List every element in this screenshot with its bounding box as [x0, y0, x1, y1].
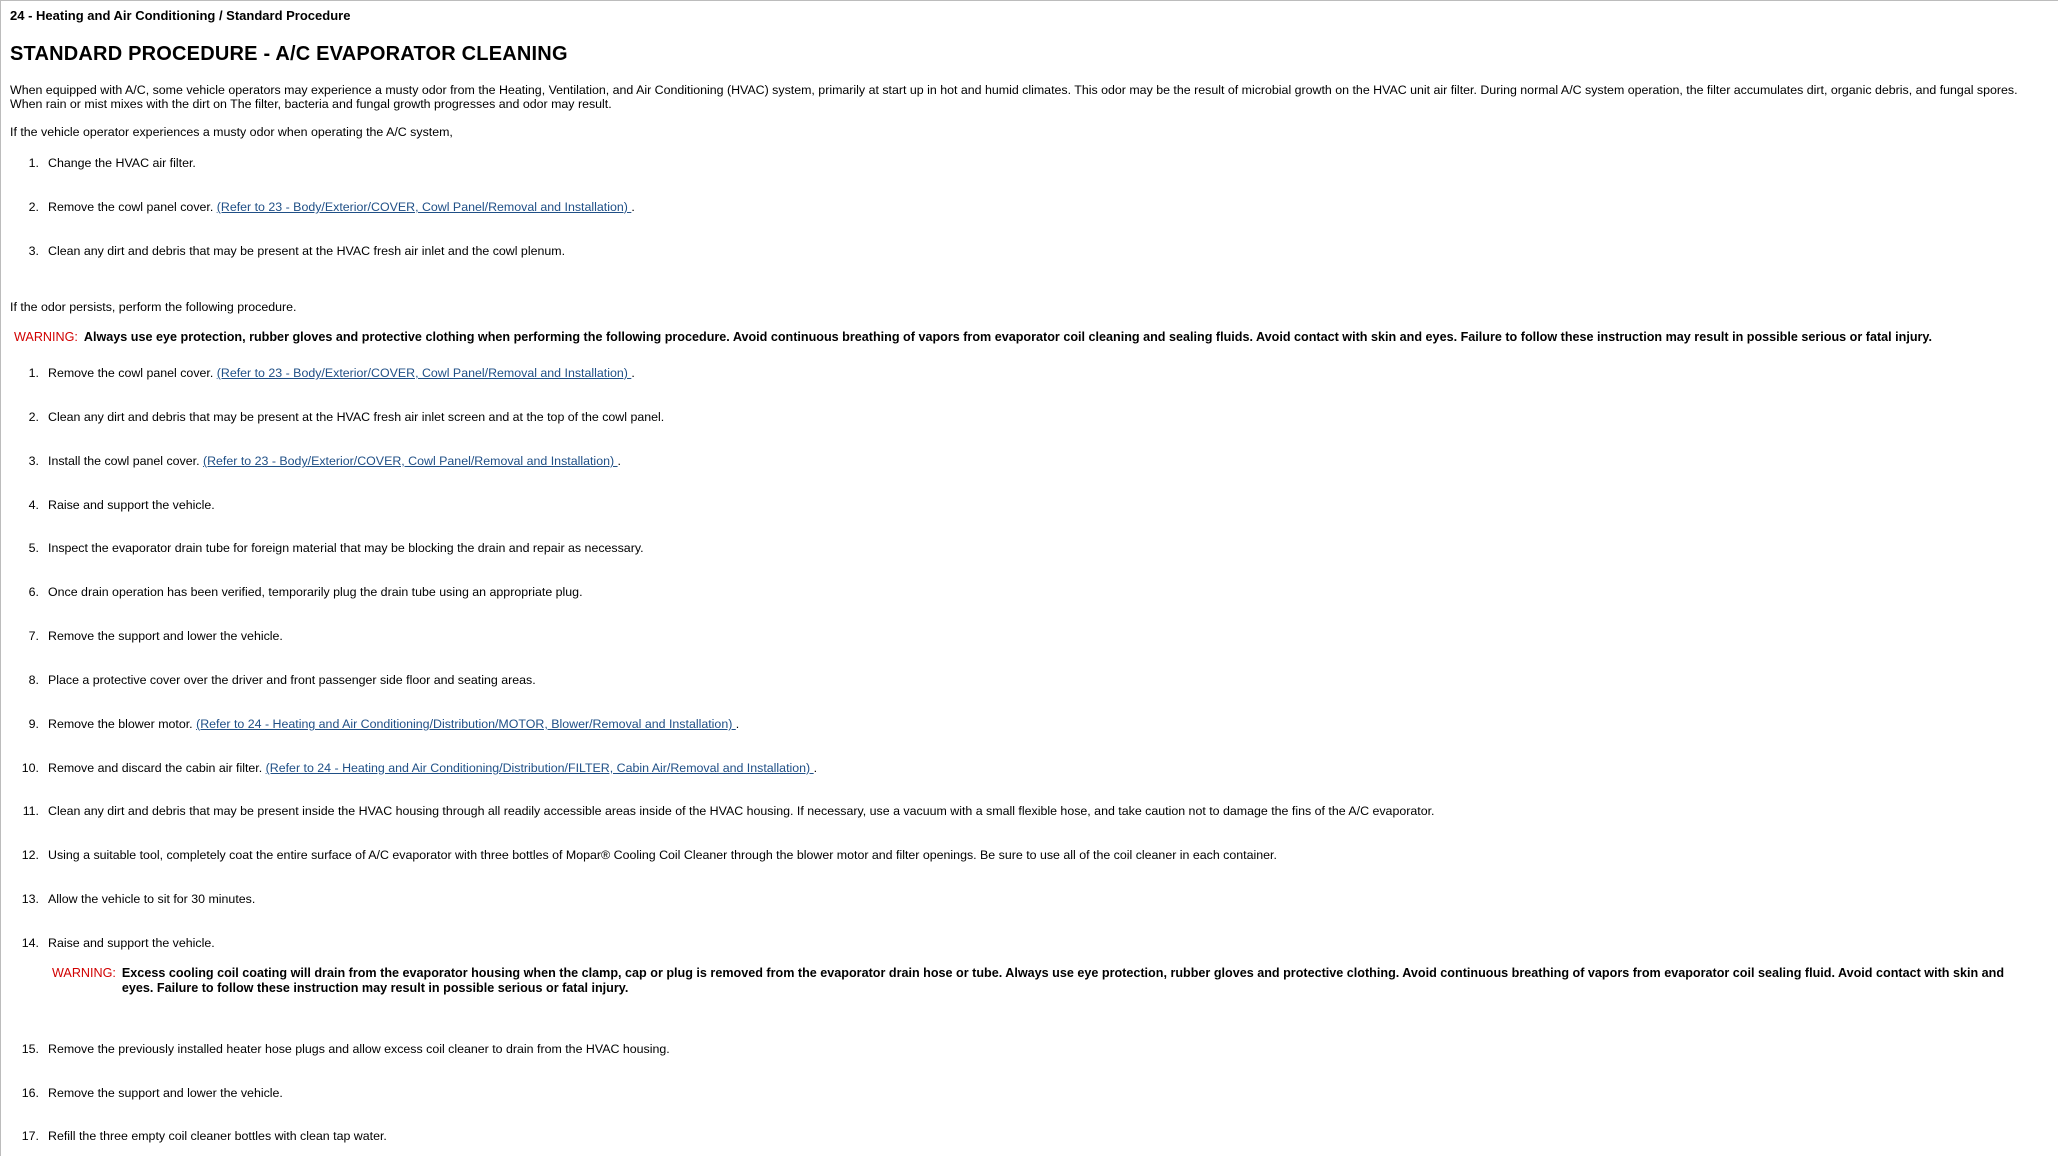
step-text: Place a protective cover over the driver and front passenger side floor and seating areas.: [48, 673, 536, 687]
step-text: Once drain operation has been verified, temporarily plug the drain tube using an appropriate plug.: [48, 585, 583, 599]
step-text: Install the cowl panel cover.: [48, 454, 203, 468]
step-text: Inspect the evaporator drain tube for foreign material that may be blocking the drain and repair as necessary.: [48, 541, 644, 555]
step-suffix: .: [631, 366, 635, 380]
step-number: 9.: [28, 717, 39, 731]
step-suffix: .: [735, 717, 740, 731]
step-number: 2.: [28, 200, 39, 214]
step-suffix: .: [631, 200, 635, 214]
page-title: STANDARD PROCEDURE - A/C EVAPORATOR CLEANING: [10, 43, 568, 65]
step-text: Allow the vehicle to sit for 30 minutes.: [48, 892, 256, 906]
step-number: 15.: [21, 1042, 39, 1056]
step-text: Remove the support and lower the vehicle.: [48, 629, 283, 643]
warning-block-1: [14, 330, 2034, 345]
step-b-4: [1, 498, 215, 512]
step-b-6: [1, 585, 583, 599]
cowl-panel-reference-link[interactable]: (Refer to 23 - Body/Exterior/COVER, Cowl Panel/Removal and Installation): [202, 454, 618, 468]
step-number: 1.: [28, 156, 39, 170]
step-a-3: [1, 244, 565, 258]
step-b-5: [1, 541, 644, 555]
step-number: 12.: [21, 848, 39, 862]
step-number: 2.: [28, 410, 39, 424]
step-c-15: [1, 1042, 670, 1056]
condition-paragraph-2: If the odor persists, perform the following procedure.: [10, 300, 297, 314]
step-b-3: [1, 454, 621, 468]
step-number: 10.: [21, 761, 39, 775]
step-text: Clean any dirt and debris that may be present at the HVAC fresh air inlet and the cowl plenum.: [48, 244, 566, 258]
step-text: Raise and support the vehicle.: [48, 936, 215, 950]
warning-label: WARNING:: [14, 330, 78, 344]
step-number: 1.: [28, 366, 39, 380]
step-suffix: .: [617, 454, 621, 468]
step-text: Clean any dirt and debris that may be present at the HVAC fresh air inlet screen and at the top of the cowl panel.: [48, 410, 665, 424]
step-c-16: [1, 1086, 283, 1100]
step-b-8: [1, 673, 536, 687]
warning-text: Excess cooling coil coating will drain from the evaporator housing when the clamp, cap or plug is removed from the evaporator drain hose or tube. Always use eye protection, rubber gloves and protective clothing. Avoid continuous breathing of vapors from evaporator coil sealing fluid. Avoid contact with skin and eyes. Failure to follow these instruction may result in possible serious or fatal injury.: [121, 966, 2005, 995]
step-text: Remove the cowl panel cover.: [48, 366, 217, 380]
step-text: Remove the support and lower the vehicle.: [48, 1086, 283, 1100]
condition-paragraph-1: If the vehicle operator experiences a musty odor when operating the A/C system,: [10, 125, 453, 139]
step-number: 7.: [28, 629, 39, 643]
step-text: Remove and discard the cabin air filter.: [48, 761, 266, 775]
step-text: Using a suitable tool, completely coat the entire surface of A/C evaporator with three bottles of Mopar® Cooling Coil Cleaner through the blower motor and filter openings. Be sure to use all of the coil cleaner in each container.: [48, 848, 1277, 862]
step-b-12: [1, 848, 1277, 862]
step-b-7: [1, 629, 283, 643]
cabin-air-filter-reference-link[interactable]: (Refer to 24 - Heating and Air Conditioning/Distribution/FILTER, Cabin Air/Removal and Installation): [265, 761, 814, 775]
breadcrumb: 24 - Heating and Air Conditioning / Standard Procedure: [10, 8, 351, 23]
step-number: 6.: [28, 585, 39, 599]
step-c-17: [1, 1129, 387, 1143]
step-text: Remove the cowl panel cover.: [48, 200, 217, 214]
step-number: 17.: [21, 1129, 39, 1143]
step-text: Remove the blower motor.: [48, 717, 197, 731]
step-a-1: [1, 156, 196, 170]
step-number: 8.: [28, 673, 39, 687]
step-b-14: [1, 936, 215, 950]
intro-paragraph: When equipped with A/C, some vehicle operators may experience a musty odor from the Heating, Ventilation, and Air Conditioning (HVAC) system, primarily at start up in hot and humid climates. This odor may be the result of microbial growth on the HVAC unit air filter. During normal A/C system operation, the filter accumulates dirt, organic debris, and fungal spores. When rain or mist mixes with the dirt on The filter, bacteria and fungal growth progresses and odor may result.: [10, 83, 2018, 111]
step-suffix: .: [813, 761, 818, 775]
step-text: Clean any dirt and debris that may be present inside the HVAC housing through all readily accessible areas inside of the HVAC housing. If necessary, use a vacuum with a small flexible hose, and take caution not to damage the fins of the A/C evaporator.: [48, 804, 1435, 818]
blower-motor-reference-link[interactable]: (Refer to 24 - Heating and Air Conditioning/Distribution/MOTOR, Blower/Removal and Installation): [196, 717, 736, 731]
step-text: Remove the previously installed heater hose plugs and allow excess coil cleaner to drain from the HVAC housing.: [48, 1042, 670, 1056]
step-number: 4.: [28, 498, 39, 512]
step-number: 3.: [28, 244, 39, 258]
step-text: Change the HVAC air filter.: [48, 156, 196, 170]
warning-text: Always use eye protection, rubber gloves and protective clothing when performing the following procedure. Avoid continuous breathing of vapors from evaporator coil cleaning and sealing fluids. Avoid contact with skin and eyes. Failure to follow these instruction may result in possible serious or fatal injury.: [83, 330, 1932, 344]
cowl-panel-reference-link[interactable]: (Refer to 23 - Body/Exterior/COVER, Cowl Panel/Removal and Installation): [216, 366, 632, 380]
step-number: 14.: [21, 936, 39, 950]
warning-label: WARNING:: [52, 966, 116, 980]
step-number: 16.: [21, 1086, 39, 1100]
step-number: 11.: [22, 804, 39, 818]
step-a-2: [1, 200, 635, 214]
step-text: Raise and support the vehicle.: [48, 498, 215, 512]
cowl-panel-reference-link[interactable]: (Refer to 23 - Body/Exterior/COVER, Cowl Panel/Removal and Installation): [216, 200, 632, 214]
step-b-9: [1, 717, 739, 731]
step-number: 13.: [21, 892, 39, 906]
warning-block-2: [52, 966, 2027, 996]
step-b-1: [1, 366, 635, 380]
step-text: Refill the three empty coil cleaner bottles with clean tap water.: [48, 1129, 387, 1143]
step-b-11: [1, 804, 1434, 818]
step-number: 5.: [28, 541, 39, 555]
step-b-13: [1, 892, 255, 906]
step-b-10: [1, 761, 817, 775]
step-b-2: [1, 410, 664, 424]
step-number: 3.: [28, 454, 39, 468]
